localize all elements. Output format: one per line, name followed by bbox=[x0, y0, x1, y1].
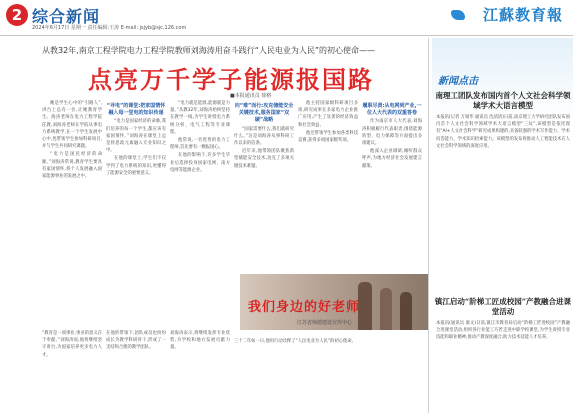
sidebar-story-text: 本报讯(通讯员 康文)日前,镇江市教育局启动“阶梯工匠进校园”产教融合进课堂活动,组织各行业能工巧匠走进中职学校课堂,为学生讲授专业技能和职业精神,推动产教深度融合,助力技术技能人才培养。 bbox=[436, 321, 570, 341]
sidebar-story-title: 南理工团队发布国内首个人文社会科学领域学术大语言模型 bbox=[435, 91, 571, 110]
article-headline: 点亮万千学子能源报国路 bbox=[88, 65, 374, 94]
article-paragraph: 他还带领学生参加各类科技竞赛,获得多项国家级奖项。 bbox=[298, 130, 358, 144]
article-column bbox=[42, 100, 102, 304]
article-column: 三十二年如一日,他用行动诠释了“人民电业为人民”的初心使命。 bbox=[234, 339, 356, 344]
student-figure bbox=[380, 288, 392, 330]
news-sidebar bbox=[432, 38, 573, 413]
article-byline: ■本报通讯员 徐格 bbox=[230, 93, 272, 99]
article-column: 在他的带领下,团队成员也纷纷成长为教学科研骨干,形成了一支结构合理的教学团队。 bbox=[106, 331, 166, 351]
column-divider bbox=[428, 38, 429, 413]
article-subhead: 向“难”而行:攻克储能安全关键技术,服务国家“双碳”战略 bbox=[234, 103, 294, 124]
article-paragraph: 他主持国家级科研项目多项,研究成果在多家电力企业推广应用,产生了显著的经济效益和社会效益。 bbox=[298, 101, 358, 128]
article-paragraph: 她是学生心中的“引路人”,讲台上总有一位,让她教育学生。海涛老师在电力工程学院任教,刘海涛老师在学院从事电力系统教学,在一个学生发展中心中,也带领学生参加科研项目,并与学生共同研究课题。 bbox=[42, 101, 102, 150]
article-paragraph: 在他的课堂上,学生们不仅学到了电力系统的知识,更懂得了能源安全的重要意义。 bbox=[106, 156, 166, 176]
masthead bbox=[0, 0, 573, 36]
article-subhead: “寻电”的课堂:把家国情怀融入每一堂电的知识传递 bbox=[106, 103, 166, 117]
article-paragraph: “电力就是能源,能源就是力量。”从教32年,刘海涛始终坚持在教学一线,为学生讲授电力系统分析、电气工程等专业课程。 bbox=[170, 101, 230, 135]
article-paragraph: “国家需要什么,我们就研究什么。”这是刘海涛从事科研工作以来的信条。 bbox=[234, 126, 294, 147]
article-paragraph: 他常说,一名优秀的电力工程师,首先要有一颗报国心。 bbox=[170, 138, 230, 151]
article-paragraph: 在他的影响下,许多学生毕业后选择投身国家电网、南方电网等能源企业。 bbox=[170, 153, 230, 173]
article-column bbox=[170, 100, 230, 304]
article-paragraph: “电力是国家经济的命脉,我们培养的每一个学生,都应该有家国情怀。”刘海涛在课堂上总是将思政元素融入专业知识之中。 bbox=[106, 119, 166, 154]
sidebar-heading: 新闻点击 bbox=[438, 76, 478, 87]
article-paragraph: 近年来,他带领团队聚焦新型储能安全技术,攻克了多项关键技术难题。 bbox=[234, 149, 294, 169]
article-kicker: 从教32年,南京工程学院电力工程学院教师刘海涛用奋斗践行“人民电业为人民”的初心使命—— bbox=[42, 46, 376, 55]
article-column: “教育是一项事业,事业的意义在于奉献。”刘海涛说,他将继续坚守讲台,为国家培养更多电力人才。 bbox=[42, 331, 102, 358]
article-bottom bbox=[0, 330, 428, 413]
issue-meta: 2024年6月17日 星期一 责任编辑:王涛 E-mail: jsjyb@sjc.126.com bbox=[32, 25, 187, 31]
student-figure bbox=[400, 292, 412, 330]
article-paragraph: “电力是国民经济的命脉。”刘海涛常说,教育学生要具有家国情怀,将个人发展融入国家能源事业的发展之中。 bbox=[42, 152, 102, 180]
photo-caption: 江苏省师德建设宣传中心 bbox=[297, 320, 353, 326]
newspaper-logo: 江蘇教育報 bbox=[482, 6, 563, 24]
photo-banner: 我们身边的好老师 bbox=[248, 300, 361, 315]
article-paragraph: 他深入企业调研,倾听群众呼声,为地方经济社会发展建言献策。 bbox=[362, 149, 422, 169]
article-subhead: 履职尽责:从电网到产业,一位人大代表的双重答卷 bbox=[362, 103, 422, 117]
sidebar-story-text: 本报讯(记者 万娟华 通讯员 沈清清)日前,南京理工大学研究团队发布国内首个人文社会科学领域学术大语言模型“三坟”,该模型是依托现有“AI+人文社会科学”研究成果构建的,具备较强的学术写作能力、学术问答能力、学术知识检索能力。该模型的发布将推动人工智能技术在人文社会科学领域的深度应用。 bbox=[436, 115, 570, 149]
sidebar-story-title: 镇江启动“阶梯工匠成校园”产教融合进课堂活动 bbox=[434, 297, 572, 316]
article-column bbox=[106, 100, 166, 304]
section-title: 综合新闻 bbox=[32, 7, 101, 26]
article-paragraph: 作为南京市人大代表,刘海涛积极履行代表职责,围绕能源转型、电力保障等方面提出多项建议。 bbox=[362, 119, 422, 147]
article-column: 刘海涛表示,将继续发挥专业优势,为学校和地方发展贡献力量。 bbox=[170, 331, 230, 351]
newspaper-logo-icon bbox=[451, 10, 465, 20]
page-number-badge: 2 bbox=[6, 4, 28, 26]
teacher-figure bbox=[358, 282, 372, 330]
